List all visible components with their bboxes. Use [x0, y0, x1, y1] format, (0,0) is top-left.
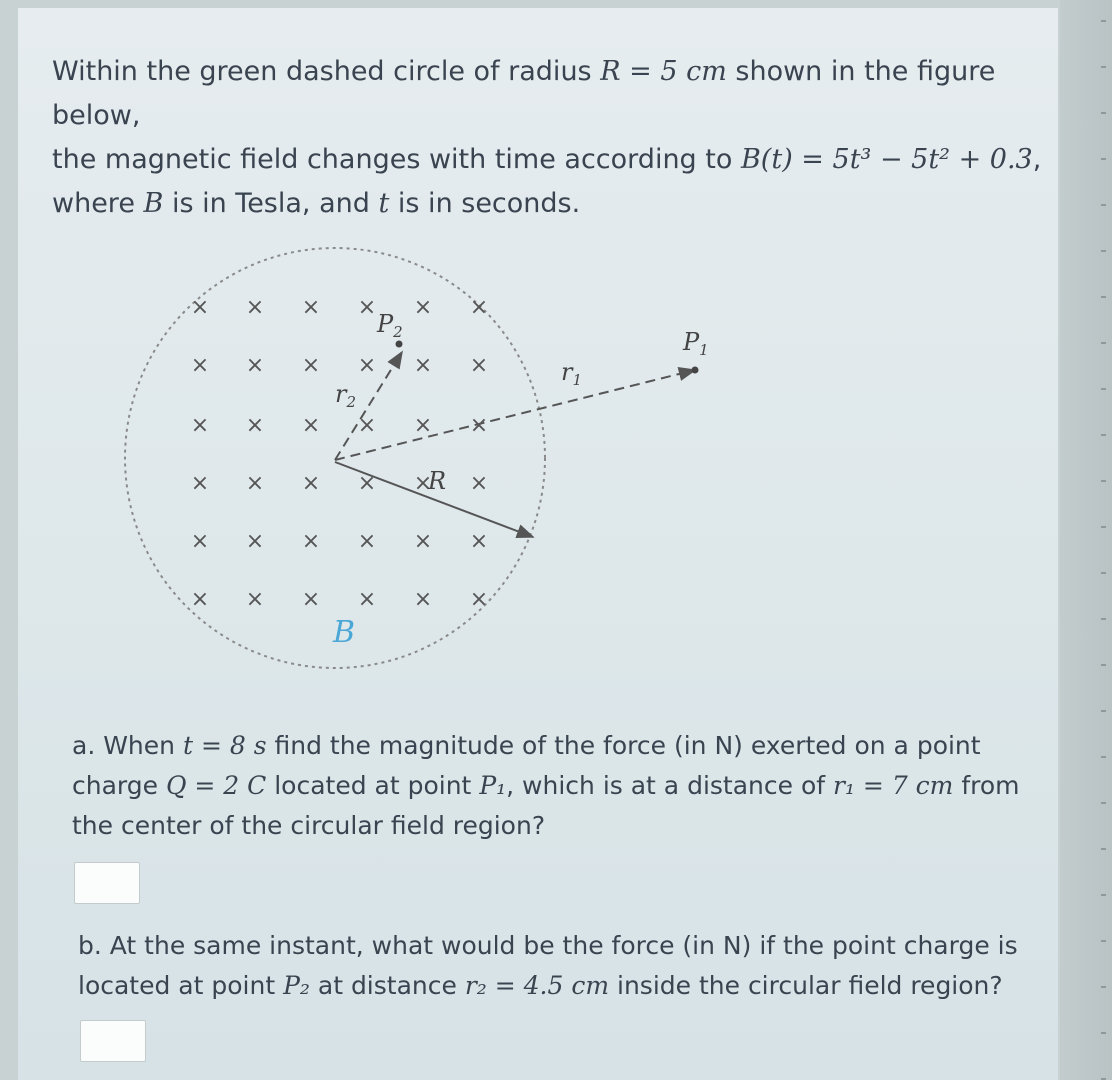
radius-formula: R = 5 cm	[600, 56, 727, 87]
field-x-mark: ×	[357, 529, 377, 554]
edge-tick	[1101, 342, 1106, 344]
edge-tick	[1101, 572, 1106, 574]
field-x-mark: ×	[301, 587, 321, 612]
field-x-mark: ×	[469, 413, 489, 438]
field-x-mark: ×	[245, 471, 265, 496]
edge-tick	[1101, 526, 1106, 528]
field-x-mark: ×	[301, 529, 321, 554]
field-x-mark: ×	[301, 471, 321, 496]
label-B: B	[333, 615, 356, 650]
field-x-mark: ×	[413, 413, 433, 438]
edge-tick	[1101, 664, 1106, 666]
intro-line-3: where B is in Tesla, and t is in seconds.	[52, 188, 581, 219]
edge-tick	[1101, 940, 1106, 942]
field-x-mark: ×	[245, 587, 265, 612]
edge-tick	[1101, 480, 1106, 482]
field-x-mark: ×	[469, 529, 489, 554]
field-x-mark: ×	[301, 413, 321, 438]
problem-statement	[52, 50, 1042, 226]
field-x-mark: ×	[245, 353, 265, 378]
intro-line-1: Within the green dashed circle of radius R = 5 cm shown in the figure below,	[52, 56, 996, 131]
field-x-mark: ×	[357, 587, 377, 612]
point-P2	[396, 341, 403, 348]
magnetic-field-diagram	[95, 232, 755, 692]
label-R: R	[428, 467, 447, 495]
edge-tick	[1101, 986, 1106, 988]
answer-input-b[interactable]	[80, 1020, 146, 1062]
edge-tick	[1101, 296, 1106, 298]
field-x-mark: ×	[190, 353, 210, 378]
answer-input-a[interactable]	[74, 862, 140, 904]
field-x-mark: ×	[469, 587, 489, 612]
field-x-mark: ×	[190, 413, 210, 438]
field-x-mark: ×	[413, 353, 433, 378]
edge-tick	[1101, 1032, 1106, 1034]
field-x-mark: ×	[190, 529, 210, 554]
label-P2: $P_2$	[377, 310, 403, 341]
edge-tick	[1101, 710, 1106, 712]
edge-tick	[1101, 388, 1106, 390]
edge-tick	[1101, 894, 1106, 896]
field-x-mark: ×	[357, 353, 377, 378]
field-x-mark: ×	[301, 353, 321, 378]
field-x-mark: ×	[357, 413, 377, 438]
field-x-mark: ×	[190, 587, 210, 612]
edge-tick	[1101, 434, 1106, 436]
edge-tick	[1101, 848, 1106, 850]
field-x-mark: ×	[190, 471, 210, 496]
question-b: b. At the same instant, what would be the force (in N) if the point charge is located at point P₂ at distance r₂ = 4.5 cm inside the circular field region?	[78, 931, 1018, 1000]
point-P1	[692, 367, 699, 374]
field-x-mark: ×	[469, 471, 489, 496]
edge-tick	[1101, 204, 1106, 206]
screen-edge	[1060, 0, 1112, 1080]
field-x-mark: ×	[413, 587, 433, 612]
field-x-mark: ×	[413, 295, 433, 320]
field-x-mark: ×	[357, 295, 377, 320]
label-P1: $P_1$	[683, 328, 709, 359]
field-x-mark: ×	[413, 529, 433, 554]
edge-tick	[1101, 158, 1106, 160]
label-r2: $r_2$	[335, 380, 357, 411]
edge-tick	[1101, 250, 1106, 252]
edge-tick	[1101, 66, 1106, 68]
r1-line	[335, 370, 695, 460]
edge-tick	[1101, 756, 1106, 758]
edge-tick	[1101, 618, 1106, 620]
question-a: a. When t = 8 s find the magnitude of the force (in N) exerted on a point charge Q = 2 C located at point P₁, which is at a distance of r₁ = 7 cm from the center of the circular field region?	[72, 731, 1020, 840]
field-x-mark: ×	[245, 413, 265, 438]
field-x-mark: ×	[301, 295, 321, 320]
label-r1: $r_1$	[561, 358, 583, 389]
intro-line-2: the magnetic field changes with time according to B(t) = 5t³ − 5t² + 0.3,	[52, 144, 1042, 175]
field-x-mark: ×	[245, 295, 265, 320]
edge-tick	[1101, 20, 1106, 22]
field-x-mark: ×	[469, 353, 489, 378]
field-x-mark: ×	[357, 471, 377, 496]
edge-tick	[1101, 802, 1106, 804]
edge-tick	[1101, 112, 1106, 114]
field-x-mark: ×	[245, 529, 265, 554]
field-x-mark: ×	[469, 295, 489, 320]
field-formula: B(t) = 5t³ − 5t² + 0.3	[740, 144, 1033, 175]
field-x-mark: ×	[413, 471, 433, 496]
field-x-mark: ×	[190, 295, 210, 320]
